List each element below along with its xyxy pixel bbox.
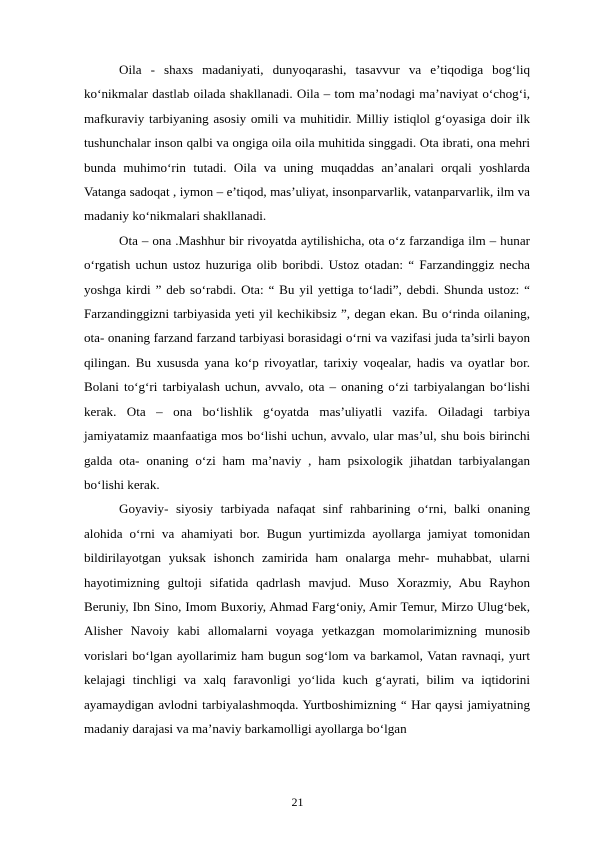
paragraph-mothers-role: Goyaviy- siyosiy tarbiyada nafaqat sinf rahbarining o‘rni, balki onaning alohida o‘rni va ahamiyati bor. Bugun yurtimizda ayollarga jamiyat tomonidan bildirilayotgan yuksak ishonch zamirida ham onalarga mehr- muhabbat, ularni hayotimizning gultoji sifatida qadrlash mavjud. Muso Xorazmiy, Abu Rayhon Beruniy, Ibn Sino, Imom Buxoriy, Ahmad Farg‘oniy, Amir Temur, Mirzo Ulug‘bek, Alisher Navoiy kabi allomalarni voyaga yetkazgan momolarimizning munosib vorislari bo‘lgan ayollarimiz ham bugun sog‘lom va barkamol, Vatan ravnaqi, yurt kelajagi tinchligi va xalq faravonligi yo‘lida kuch g‘ayrati, bilim va iqtidorini ayamaydigan avlodni tarbiyalashmoqda. Yurtboshimizning “ Har qaysi jamiyatning madaniy darajasi va ma’naviy barkamolligi ayollarga bo‘lgan xyxy=(84,501,530,736)
paragraph-parents-role: Ota – ona .Mashhur bir rivoyatda aytilishicha, ota o‘z farzandiga ilm – hunar o‘rgatish uchun ustoz huzuriga olib boribdi. Ustoz otadan: “ Farzandinggiz necha yoshga kirdi ” deb so‘rabdi. Ota: “ Bu yil yettiga to‘ladi”, debdi. Shunda ustoz: “ Farzandinggizni tarbiyasida yeti yil kechikibsiz ”, degan ekan. Bu o‘rinda oilaning, ota- onaning farzand farzand tarbiyasi borasidagi o‘rni va vazifasi juda ta’sirli bayon qilingan. Bu xususda yana ko‘p rivoyatlar, tarixiy voqealar, hadis va oyatlar bor. Bolani to‘g‘ri tarbiyalash uchun, avvalo, ota – onaning o‘zi tarbiyalangan bo‘lishi kerak. Ota – ona bo‘lishlik g‘oyatda mas’uliyatli vazifa. Oiladagi tarbiya jamiyatamiz maanfaatiga mos bo‘lishi uchun, avvalo, ular mas’ul, shu bois birinchi galda ota- onaning o‘zi ham ma’naviy , ham psixologik jihatdan tarbiyalangan bo‘lishi kerak. xyxy=(84,232,530,492)
body-text xyxy=(84,58,530,741)
page-number: 21 xyxy=(291,795,304,809)
paragraph-family-role: Oila - shaxs madaniyati, dunyoqarashi, tasavvur va e’tiqodiga bog‘liq ko‘nikmalar dastlab oilada shakllanadi. Oila – tom ma’nodagi ma’naviyat o‘chog‘i, mafkuraviy tarbiyaning asosiy omili va muhitidir. Milliy istiqlol g‘oyasiga doir ilk tushunchalar inson qalbi va ongiga oila oila muhitida singgadi. Ota ibrati, ona mehri bunda muhimo‘rin tutadi. Oila va uning muqaddas an’analari orqali yoshlarda Vatanga sadoqat , iymon – e’tiqod, mas’uliyat, insonparvarlik, vatanparvarlik, ilm va madaniy ko‘nikmalari shakllanadi. xyxy=(84,62,530,224)
